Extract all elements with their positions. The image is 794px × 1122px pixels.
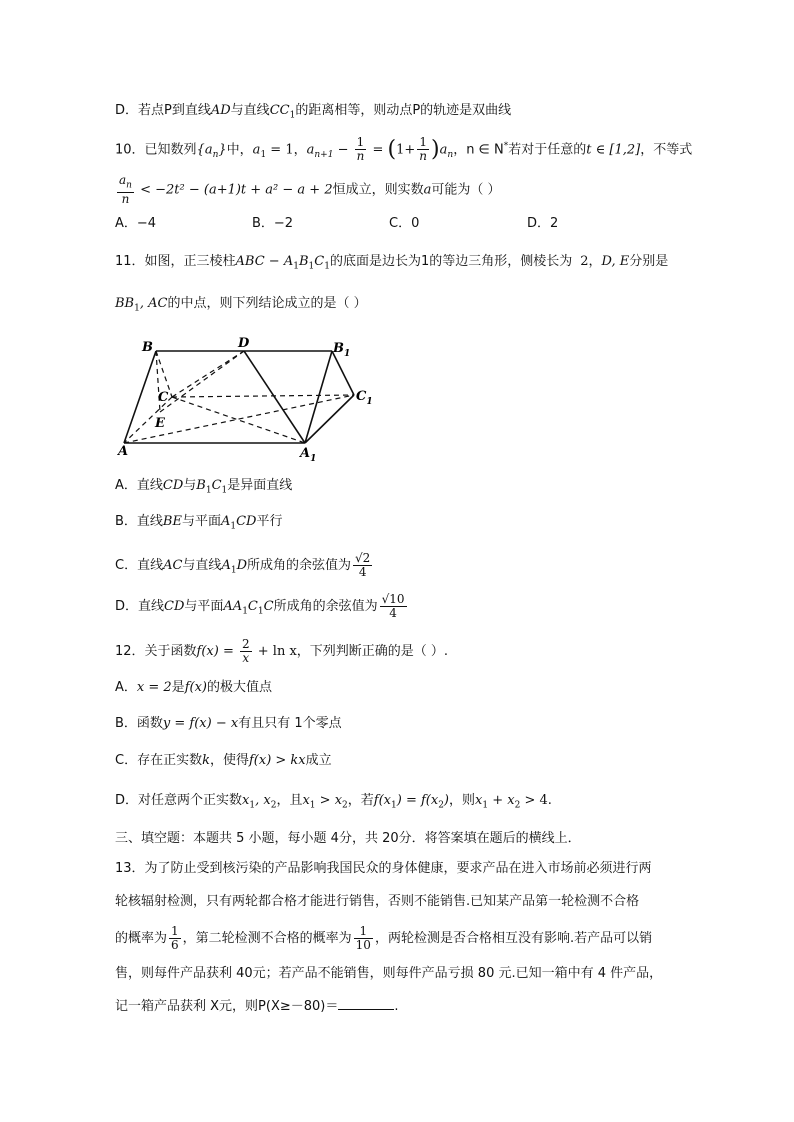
opt-text: 与平面 [181, 514, 221, 529]
q11-option-c: C．直线AC与直线$A_1D$所成角的余弦值为 $\frac{√2}{4}$ [115, 551, 371, 579]
plane-aa1c1c: AA [223, 599, 243, 614]
star: * [503, 141, 509, 151]
frac-den: 4 [389, 606, 397, 620]
seg-ac: AC [163, 558, 183, 573]
prism: ABC − A [235, 254, 294, 269]
q11-text: 的中点，则下列结论成立的是（ ） [167, 296, 367, 311]
a-n: a [439, 142, 448, 158]
q10-text: 中， [226, 142, 253, 158]
fraction-1-over-n-2 [417, 136, 429, 163]
frac-den: n [356, 149, 365, 164]
opt-text: 与直线 [182, 558, 222, 573]
t-range: t ∈ [1,2] [586, 142, 641, 158]
q9-text: 的距离相等，则动点P的轨迹是双曲线 [295, 103, 512, 118]
q12-option-b [115, 714, 342, 734]
paren: ) [443, 793, 449, 808]
q12-text: ，下列判断正确的是（ ）. [296, 644, 449, 659]
fraction-1-over-6 [169, 925, 181, 952]
opt-text: A． [115, 680, 137, 695]
q13-line-1: 13．为了防止受到核污染的产品影响我国民众的身体健康，要求产品在进入市场前必须进行两 [115, 861, 652, 876]
seg-a1d-2: D [236, 558, 247, 573]
frac-den: x [242, 651, 250, 665]
period: . [547, 793, 552, 808]
a-n-plus-1: a [306, 142, 315, 158]
q11-text: ， [588, 254, 602, 269]
q9-text: 与直线 [230, 103, 270, 118]
label-e: E [155, 416, 165, 431]
label-a1: $A_1$ [300, 446, 317, 463]
q13-text: ，两轮检测是否合格相互没有影响.若产品可以销 [374, 931, 653, 946]
fraction-an-over-n [117, 174, 134, 206]
frac-num: 1 [171, 924, 179, 938]
x2: , x [255, 793, 271, 808]
plane-a1cd: A [220, 514, 231, 529]
opt-text: 是异面直线 [227, 478, 293, 493]
opt-text: B．直线 [115, 514, 163, 529]
x1: x [302, 793, 310, 808]
label-b: B [142, 340, 153, 355]
prism-figure [112, 333, 382, 463]
q12-stem [115, 638, 448, 665]
q13-text: 的概率为 [115, 931, 168, 946]
opt-text: ，且 [276, 793, 303, 808]
q10-option-d: D．2 [527, 216, 559, 231]
opt-text: A．直线 [115, 478, 163, 493]
plane-part: C [247, 599, 258, 614]
a-n-plus-1-sub: n+1 [314, 149, 334, 160]
q13-line-4: 售，则每件产品获利 40元；若产品不能销售，则每件产品亏损 80 元.已知一箱中有 4 件产品， [115, 966, 663, 981]
opt-text: C．存在正实数 [115, 753, 203, 768]
seg-b1c1: B [196, 478, 206, 493]
seg-ac: , AC [139, 296, 168, 311]
seg-bb1: BB [115, 296, 135, 311]
a1: a [252, 142, 261, 158]
opt-text: B．函数 [115, 716, 163, 731]
label-c: C [158, 390, 169, 405]
frac-num: √2 [355, 551, 371, 565]
frac-num: 1 [417, 136, 429, 150]
frac-num [117, 174, 134, 193]
frac-num: √10 [381, 592, 405, 606]
q10-text: ，不等式 [640, 142, 693, 158]
var-a: a [423, 182, 432, 198]
opt-text: 是 [171, 680, 185, 695]
label-c1: $C_1$ [356, 389, 373, 407]
q11-text: 的底面是边长为1的等边三角形，侧棱长为 [329, 254, 573, 269]
seq-a: {a [196, 142, 213, 158]
q10-text: 恒成立，则实数 [332, 182, 424, 198]
a-n-sub: n [447, 149, 454, 160]
q10-option-b: B．−2 [252, 216, 294, 231]
q12-lead: 12．关于函数 [115, 644, 197, 659]
a1-value: = 1， [266, 142, 307, 158]
fx: f(x) [184, 680, 207, 695]
an: a [119, 173, 127, 187]
opt-text: 的极大值点 [206, 680, 272, 695]
fraction-2-over-x [240, 638, 252, 665]
prism-b: B [298, 254, 309, 269]
equals: = [368, 142, 388, 158]
q9-text: D．若点P到直线 [115, 103, 211, 118]
fraction-sqrt2-over-4 [353, 552, 372, 579]
edge-c-d [172, 351, 244, 397]
label-d: D [238, 336, 250, 351]
line-cc1: CC [269, 103, 290, 118]
q10-text: 可能为（ ） [431, 182, 501, 198]
opt-text: C．直线 [115, 558, 164, 573]
line-ad: AD [210, 103, 231, 118]
ineq: f(x) > kx [248, 753, 306, 768]
q9-option-d: D．若点P到直线AD与直线$CC_1$的距离相等，则动点P的轨迹是双曲线 [115, 103, 512, 121]
plane-a1cd-2: CD [236, 514, 257, 529]
opt-text: ，若 [347, 793, 374, 808]
opt-text: 与 [183, 478, 197, 493]
label-b1: $B_1$ [333, 341, 351, 359]
label-a: A [118, 444, 129, 459]
n-in-N: ，n ∈ N [453, 142, 504, 158]
fraction-1-over-n [355, 136, 367, 163]
q13-line-2: 轮核辐射检测，只有两轮都合格才能进行销售，否则不能销售.已知某产品第一轮检测不合格 [115, 894, 640, 909]
q12-option-a [115, 678, 272, 698]
opt-text: 有且只有 1个零点 [238, 716, 342, 731]
opt-text: 成立 [305, 753, 332, 768]
seg-cd: CD [164, 599, 185, 614]
frac-num: 1 [355, 136, 367, 150]
opt-text: 所成角的余弦值为 [273, 599, 378, 614]
q10-stem: 10．已知数列$\{a_n\}$中，$a_1 = 1$，$a_{n+1}$ − $\frac{1}{n}$ = (1+ $\frac{1}{n}$ )$a_n$，n ∈ N*若对于任意的t ∈ [1,2]，不等式 [115, 135, 693, 164]
frac-den: 4 [358, 565, 367, 579]
prism-c: C [314, 254, 325, 269]
q10-option-c: C．0 [389, 216, 420, 231]
opt-text: D．直线 [115, 599, 165, 614]
opt-text: ，使得 [209, 753, 249, 768]
section-3-heading: 三、填空题：本题共 5 小题，每小题 4分，共 20分．将答案填在题后的横线上． [115, 831, 581, 846]
seg-cd: CD [162, 478, 184, 493]
q13-line-5 [115, 997, 399, 1017]
opt-text: 所成角的余弦值为 [247, 558, 352, 573]
one-plus: 1+ [396, 142, 416, 158]
opt-text: 平行 [256, 514, 283, 529]
edge-c-a1 [172, 397, 305, 443]
fraction-sqrt10-over-4 [380, 593, 407, 620]
x1: x [242, 793, 250, 808]
edge-b-a [124, 351, 156, 443]
frac-num: 1 [354, 925, 373, 939]
fx1: f(x [373, 793, 391, 808]
paren-open: ( [387, 136, 397, 162]
x2: + x [488, 793, 515, 808]
q11-option-d: D．直线CD与平面$AA_1C_1C$所成角的余弦值为 $\frac{√10}{4}$ [115, 592, 405, 620]
q11-text: 11．如图，正三棱柱 [115, 254, 236, 269]
q13-text: 记一箱产品获利 X元，则P(X≥－80)＝ [115, 999, 339, 1014]
q11-stem-1: 11．如图，正三棱柱ABC − $A_1B_1C_1$的底面是边长为1的等边三角形，侧棱长为 2，D, E分别是 [115, 254, 669, 272]
q10-lead: 10．已知数列 [115, 142, 197, 158]
ineq-rhs: < −2t² − (a+1)t + a² − a + 2 [135, 182, 333, 198]
frac-den: 6 [171, 938, 179, 952]
q12-option-c [115, 751, 332, 771]
x1: x [475, 793, 483, 808]
q12-option-d: D．对任意两个正实数$x_1$, $x_2$，且$x_1 > x_2$，若$f(x_1) = f(x_2)$，则$x_1 + x_2 > 4$. [115, 793, 552, 811]
opt-text: D．对任意两个正实数 [115, 793, 243, 808]
q13-line-3 [115, 925, 652, 952]
seq-close: } [218, 142, 227, 158]
points-de: D, E [601, 254, 630, 269]
frac-num: 2 [242, 637, 250, 651]
fx2: ) = f(x [396, 793, 439, 808]
opt-text: 与平面 [184, 599, 224, 614]
lateral-length: 2 [580, 254, 589, 269]
plane-part: C [263, 599, 274, 614]
y-eq: y = f(x) − x [162, 716, 239, 731]
edge-c-c1 [172, 395, 354, 397]
edge-d-a1 [244, 351, 305, 443]
x2: > x [315, 793, 343, 808]
q11-stem-2: $BB_1$, AC的中点，则下列结论成立的是（ ） [115, 296, 367, 314]
frac-den: n [121, 192, 130, 207]
gt-4: > 4 [520, 793, 548, 808]
q11-option-b: B．直线BE与平面$A_1CD$平行 [115, 514, 283, 532]
var-k: k [202, 753, 210, 768]
q10-text: 若对于任意的 [508, 142, 587, 158]
q11-text: 分别是 [629, 254, 669, 269]
q11-option-a: A．直线CD与$B_1C_1$是异面直线 [115, 478, 293, 496]
answer-blank[interactable] [338, 997, 394, 1010]
minus: − [333, 142, 353, 158]
fraction-1-over-10 [354, 925, 373, 952]
ln-x: + ln x [253, 644, 297, 659]
period: . [394, 999, 399, 1014]
edge-b1-c1 [332, 351, 354, 395]
an-sub: n [126, 180, 132, 191]
q10-inequality [115, 174, 501, 206]
q13-text: ，第二轮检测不合格的概率为 [182, 931, 352, 946]
seg-a1d: A [221, 558, 231, 573]
q10-option-a: A．−4 [115, 216, 157, 231]
seg-be: BE [162, 514, 182, 529]
frac-den: n [419, 149, 428, 164]
x-eq-2: x = 2 [136, 680, 172, 695]
opt-text: ，则 [449, 793, 476, 808]
frac-den: 10 [355, 938, 371, 952]
fx: f(x) = [196, 644, 238, 659]
paren-close: ) [431, 136, 440, 162]
edge-e-d [160, 351, 244, 412]
